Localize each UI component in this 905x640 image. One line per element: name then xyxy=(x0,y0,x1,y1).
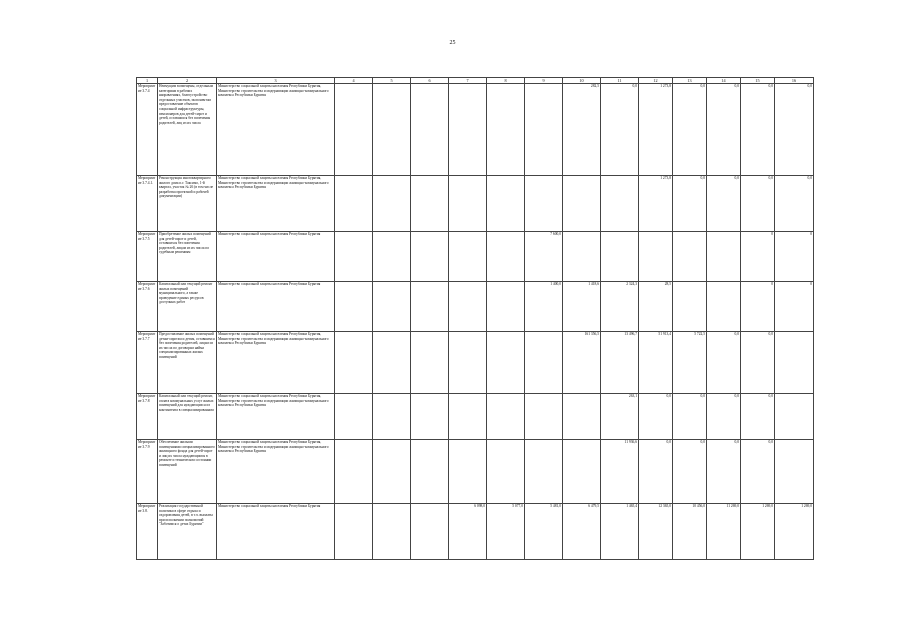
funding-value-cell xyxy=(449,394,487,440)
funding-value-cell xyxy=(449,84,487,176)
funding-value-cell: 12 365,0 xyxy=(639,504,673,560)
funding-value-cell: 161 356,5 xyxy=(563,332,601,394)
funding-value-cell: 0 xyxy=(775,232,814,282)
funding-value-cell xyxy=(335,232,373,282)
column-number-cell: 1 xyxy=(137,78,158,84)
column-number-cell: 8 xyxy=(487,78,525,84)
funding-value-cell: 11 936,6 xyxy=(601,440,639,504)
column-number-cell: 11 xyxy=(601,78,639,84)
funding-value-cell xyxy=(673,282,707,332)
funding-value-cell xyxy=(449,332,487,394)
column-number-cell: 4 xyxy=(335,78,373,84)
funding-value-cell: 0,0 xyxy=(601,84,639,176)
funding-value-cell xyxy=(487,440,525,504)
column-number-cell: 7 xyxy=(449,78,487,84)
column-number-cell: 16 xyxy=(775,78,814,84)
activity-code-cell: Мероприятие 3.7.7 xyxy=(137,332,158,394)
funding-value-cell: 0,0 xyxy=(673,394,707,440)
funding-value-cell xyxy=(373,504,411,560)
activity-code-cell: Мероприятие 3.7.5 xyxy=(137,232,158,282)
activity-name-cell: Реализация государственной политики в сфере отдыха и оздоровления детей, в т.ч. выплаты при исполнении полномочий "Заботимся о детях Бурятии" xyxy=(158,504,217,560)
column-number-cell: 13 xyxy=(673,78,707,84)
funding-value-cell xyxy=(525,84,563,176)
funding-value-cell xyxy=(563,176,601,232)
funding-value-cell xyxy=(487,394,525,440)
funding-value-cell xyxy=(487,232,525,282)
funding-value-cell xyxy=(449,282,487,332)
funding-value-cell: 6 479,5 xyxy=(563,504,601,560)
funding-value-cell: 0,0 xyxy=(707,84,741,176)
responsible-executor-cell: Министерство социальной защиты населения Республики Бурятия, Министерство строительства и модернизации жилищно-коммунального комплекса Республики Бурятия xyxy=(217,332,335,394)
funding-value-cell xyxy=(411,84,449,176)
funding-value-cell xyxy=(775,332,814,394)
funding-value-cell: 0,0 xyxy=(707,440,741,504)
table-row xyxy=(137,440,814,504)
funding-value-cell xyxy=(707,282,741,332)
activity-name-cell: Обеспечение жилыми помещениями специализированного жилищного фонда для детей-сирот и лиц их числа нуждающимся в ремонте и техническом состоянии помещений xyxy=(158,440,217,504)
funding-value-cell: 5 481,0 xyxy=(525,504,563,560)
funding-value-cell xyxy=(487,332,525,394)
funding-value-cell: 6 098,0 xyxy=(449,504,487,560)
responsible-executor-cell: Министерство социальной защиты населения Республики Бурятия, Министерство строительства и модернизации жилищно-коммунального комплекса Республики Бурятия xyxy=(217,176,335,232)
funding-value-cell xyxy=(373,332,411,394)
funding-value-cell: 1 418,6 xyxy=(563,282,601,332)
funding-value-cell xyxy=(563,440,601,504)
funding-value-cell: 0,0 xyxy=(673,176,707,232)
activity-code-cell: Мероприятие 3.7.4 xyxy=(137,84,158,176)
funding-value-cell: 0,0 xyxy=(707,394,741,440)
funding-value-cell: 0,0 xyxy=(707,176,741,232)
funding-value-cell: 51 913,4 xyxy=(639,332,673,394)
activity-code-cell: Мероприятие 3.7.4.1. xyxy=(137,176,158,232)
column-number-cell: 3 xyxy=(217,78,335,84)
funding-value-cell xyxy=(673,232,707,282)
funding-value-cell: 0,0 xyxy=(673,84,707,176)
responsible-executor-cell: Министерство социальной защиты населения Республики Бурятия, Министерство строительства и модернизации жилищно-коммунального комплекса Республики Бурятия xyxy=(217,394,335,440)
activity-name-cell: Приобретение жилых помещений для детей-сирот и детей, оставшихся без попечения родителей, лицам из их числа по судебным решениям xyxy=(158,232,217,282)
funding-value-cell: 5 077,0 xyxy=(487,504,525,560)
funding-value-cell xyxy=(411,232,449,282)
funding-value-cell xyxy=(525,394,563,440)
activity-code-cell: Мероприятие 3.8. xyxy=(137,504,158,560)
funding-value-cell xyxy=(373,282,411,332)
funding-value-cell xyxy=(335,394,373,440)
funding-value-cell xyxy=(487,176,525,232)
column-number-cell: 6 xyxy=(411,78,449,84)
responsible-executor-cell: Министерство социальной защиты населения Республики Бурятия, Министерство строительства и модернизации жилищно-коммунального комплекса Республики Бурятия xyxy=(217,440,335,504)
activity-code-cell: Мероприятие 3.7.9 xyxy=(137,440,158,504)
funding-value-cell xyxy=(487,84,525,176)
funding-value-cell: 1 273,8 xyxy=(639,84,673,176)
funding-value-cell: 10 456,0 xyxy=(673,504,707,560)
funding-value-cell: 282,5 xyxy=(563,84,601,176)
program-activities-table xyxy=(136,77,814,560)
activity-code-cell: Мероприятие 3.7.6 xyxy=(137,282,158,332)
funding-value-cell: 1 273,8 xyxy=(639,176,673,232)
activity-code-cell: Мероприятие 3.7.8 xyxy=(137,394,158,440)
funding-value-cell xyxy=(411,440,449,504)
column-number-cell: 2 xyxy=(158,78,217,84)
funding-value-cell xyxy=(411,282,449,332)
funding-value-cell xyxy=(411,394,449,440)
funding-value-cell xyxy=(707,232,741,282)
funding-value-cell xyxy=(449,176,487,232)
funding-value-cell: 11 269,0 xyxy=(707,504,741,560)
activity-name-cell: Капитальный или текущий ремонт, оплата коммунальных услуг жилых помещений для нуждающихся из контингента в специализированном xyxy=(158,394,217,440)
funding-value-cell: 0,0 xyxy=(775,176,814,232)
funding-value-cell xyxy=(335,504,373,560)
funding-value-cell: 0,0 xyxy=(741,440,775,504)
funding-value-cell xyxy=(601,232,639,282)
funding-value-cell: 1 269,0 xyxy=(775,504,814,560)
funding-value-cell: 0,0 xyxy=(639,394,673,440)
funding-value-cell xyxy=(411,332,449,394)
funding-value-cell xyxy=(335,332,373,394)
funding-value-cell: 0,0 xyxy=(639,440,673,504)
column-number-cell: 15 xyxy=(741,78,775,84)
funding-value-cell: 0 xyxy=(775,282,814,332)
funding-value-cell: 5 722,5 xyxy=(673,332,707,394)
funding-value-cell xyxy=(449,232,487,282)
activity-name-cell: Неимущим возмещены, отдельным категориям в рабочих направлениях, благоустройство отдельных участков, экспонентам предоставление объектов социальной инфраструктуры, пенсионеров для детей-сирот и детей, оставшихся без попечения родителей, лиц из их числа xyxy=(158,84,217,176)
funding-value-cell: 0,0 xyxy=(741,332,775,394)
table-row xyxy=(137,504,814,560)
funding-value-cell xyxy=(525,176,563,232)
funding-value-cell xyxy=(411,176,449,232)
table-row xyxy=(137,176,814,232)
table-row xyxy=(137,232,814,282)
funding-value-cell: 0,0 xyxy=(673,440,707,504)
funding-value-cell xyxy=(563,232,601,282)
funding-value-cell: 0,0 xyxy=(741,394,775,440)
responsible-executor-cell: Министерство социальной защиты населения Республики Бурятия xyxy=(217,232,335,282)
activity-name-cell: Предоставление жилых помещений детям-сиротам и детям, оставшимся без попечения родителей, лицам из их числа по договорам найма специализированных жилых помещений xyxy=(158,332,217,394)
funding-value-cell xyxy=(335,282,373,332)
column-number-cell: 10 xyxy=(563,78,601,84)
funding-value-cell: 13 496,7 xyxy=(601,332,639,394)
funding-value-cell xyxy=(487,282,525,332)
column-number-cell: 5 xyxy=(373,78,411,84)
funding-value-cell xyxy=(373,232,411,282)
table-row xyxy=(137,332,814,394)
funding-value-cell xyxy=(449,440,487,504)
funding-value-cell: 1 269,0 xyxy=(741,504,775,560)
funding-value-cell xyxy=(335,176,373,232)
funding-value-cell: 2 324,3 xyxy=(601,282,639,332)
funding-value-cell xyxy=(775,440,814,504)
page-number: 25 xyxy=(449,40,456,46)
funding-value-cell: 0,0 xyxy=(741,176,775,232)
funding-value-cell xyxy=(373,394,411,440)
funding-value-cell xyxy=(373,176,411,232)
funding-value-cell xyxy=(525,332,563,394)
column-number-cell: 14 xyxy=(707,78,741,84)
funding-value-cell xyxy=(335,440,373,504)
funding-value-cell: 7 600,0 xyxy=(525,232,563,282)
funding-value-cell: 263,1 xyxy=(601,394,639,440)
table-row xyxy=(137,84,814,176)
funding-value-cell xyxy=(639,232,673,282)
column-number-cell: 12 xyxy=(639,78,673,84)
funding-value-cell xyxy=(601,176,639,232)
funding-value-cell xyxy=(335,84,373,176)
funding-value-cell: 0,0 xyxy=(775,84,814,176)
column-number-cell: 9 xyxy=(525,78,563,84)
table-row xyxy=(137,394,814,440)
funding-value-cell xyxy=(775,394,814,440)
funding-value-cell: 0,0 xyxy=(707,332,741,394)
funding-value-cell: 1 400,0 xyxy=(525,282,563,332)
funding-value-cell xyxy=(373,440,411,504)
activity-name-cell: Реконструкция многоквартирного жилого дома п.г. Таксимо, 1-й квартал, участок № 26 (в том числе разработка проектной и рабочей документации) xyxy=(158,176,217,232)
responsible-executor-cell: Министерство социальной защиты населения Республики Бурятия xyxy=(217,282,335,332)
funding-value-cell: 28,5 xyxy=(639,282,673,332)
funding-value-cell: 0 xyxy=(741,232,775,282)
responsible-executor-cell: Министерство социальной защиты населения Республики Бурятия, Министерство строительства и модернизации жилищно-коммунального комплекса Республики Бурятия xyxy=(217,84,335,176)
funding-value-cell xyxy=(563,394,601,440)
responsible-executor-cell: Министерство социальной защиты населения Республики Бурятия xyxy=(217,504,335,560)
activity-name-cell: Капитальный или текущий ремонт жилых помещений муниципального, а также проведение единых ресурсов доступных работ xyxy=(158,282,217,332)
table-row xyxy=(137,282,814,332)
funding-value-cell: 1 465,4 xyxy=(601,504,639,560)
funding-value-cell: 0 xyxy=(741,282,775,332)
funding-value-cell xyxy=(373,84,411,176)
funding-value-cell: 0,0 xyxy=(741,84,775,176)
funding-value-cell xyxy=(411,504,449,560)
funding-value-cell xyxy=(525,440,563,504)
